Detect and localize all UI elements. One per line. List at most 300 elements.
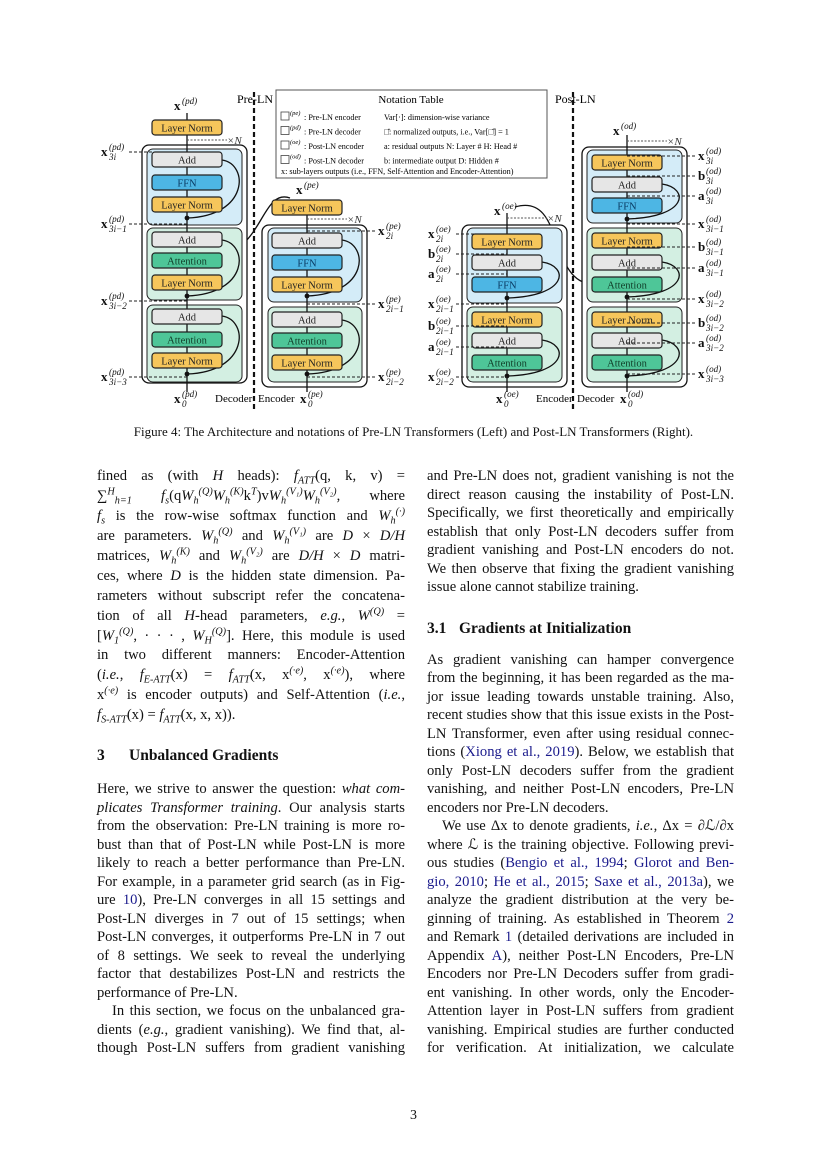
paragraph	[427, 467, 734, 597]
junction-dot	[185, 372, 190, 377]
citation-link[interactable]: Bengio et al., 1994	[505, 855, 624, 871]
text-line	[97, 527, 405, 547]
label-base: x	[698, 148, 705, 163]
label-subscript: 0	[628, 399, 633, 409]
junction-dot	[185, 216, 190, 221]
text-line	[427, 799, 734, 818]
stack-output-label	[613, 121, 636, 138]
text-line	[427, 780, 734, 799]
text-line	[427, 541, 734, 560]
text-segment: (V₁)	[286, 486, 303, 498]
text-segment: in two different manners: Encoder-Attention	[97, 647, 405, 664]
layer-norm-label: Layer Norm	[161, 200, 213, 212]
tensor-label	[698, 186, 721, 206]
text-segment: ATT	[297, 475, 316, 487]
text-line	[427, 854, 734, 873]
text-line	[97, 567, 405, 587]
text-segment: h	[284, 535, 290, 547]
text-line	[427, 947, 734, 966]
junction-dot	[505, 296, 510, 301]
text-line	[427, 910, 734, 929]
label-superscript: (oe)	[436, 337, 451, 347]
text-segment: ). Below, we establish that	[574, 744, 734, 760]
label-subscript: 3i−3	[109, 377, 127, 387]
text-segment: (Q)	[218, 526, 233, 538]
citation-link[interactable]: Xiong et al., 2019	[465, 744, 575, 760]
tensor-label	[428, 316, 454, 336]
text-line	[97, 1039, 405, 1058]
text-segment: ATT	[163, 714, 181, 726]
text-line	[427, 891, 734, 910]
repeat-n-label: ×N	[667, 136, 682, 148]
label-superscript: (pd)	[182, 389, 198, 399]
text-segment: . Our analysis starts	[277, 799, 405, 816]
tensor-label	[378, 294, 404, 314]
label-base: x	[174, 391, 181, 406]
label-superscript: (od)	[628, 389, 644, 399]
text-line	[97, 873, 405, 892]
text-segment: ×	[353, 527, 380, 544]
text-line	[97, 910, 405, 929]
junction-dot	[305, 372, 310, 377]
encoder-label: Encoder	[258, 393, 295, 405]
layer-norm-label: Layer Norm	[481, 315, 533, 327]
label-subscript: 3i−2	[706, 323, 724, 333]
decoder-label: Decoder	[215, 393, 253, 405]
label-superscript: (od)	[706, 146, 722, 156]
label-base: x	[428, 296, 435, 311]
text-line	[97, 487, 405, 507]
text-segment: matrices,	[97, 547, 160, 564]
text-segment: W	[212, 487, 225, 504]
notation-left-entry: : Post-LN decoder	[304, 156, 365, 166]
notation-footer: x: sub-layers outputs (i.e., FFN, Self-Attention and Encoder-Attention)	[281, 167, 514, 176]
text-line	[427, 1039, 734, 1058]
text-segment: s	[101, 515, 106, 527]
text-line	[97, 928, 405, 947]
text-segment: ∑	[97, 487, 108, 504]
stack-input-label	[620, 389, 643, 409]
label-superscript: (oe)	[436, 244, 451, 254]
text-line	[427, 523, 734, 542]
tensor-label	[428, 264, 451, 284]
text-segment: i.e.	[635, 818, 654, 834]
label-superscript: (oe)	[504, 389, 519, 399]
label-base: x	[428, 226, 435, 241]
text-segment: gradient vanishing and Post-LN encoders do not.	[427, 542, 734, 558]
text-segment: issue alone cannot stabilize training.	[427, 579, 639, 595]
junction-dot	[505, 374, 510, 379]
text-segment: W	[192, 627, 205, 644]
attention-label: Attention	[167, 256, 207, 268]
ffn-label: FFN	[297, 258, 317, 270]
label-subscript: 2i−2	[436, 377, 454, 387]
text-segment: dients (	[97, 1021, 144, 1038]
text-segment: is the hidden state dimension. Pa-	[180, 567, 405, 584]
encoder-label: Encoder	[536, 393, 573, 405]
text-line	[97, 780, 405, 799]
text-line	[97, 947, 405, 966]
citation-link[interactable]: 1	[504, 929, 513, 945]
ffn-label: FFN	[177, 178, 197, 190]
text-segment: e.g.	[143, 1021, 165, 1038]
label-base: x	[101, 369, 108, 384]
text-line	[427, 651, 734, 670]
text-segment: (x, x, x)).	[180, 707, 236, 724]
tensor-label	[698, 258, 724, 278]
text-segment: (V₂)	[319, 486, 337, 498]
tensor-label	[428, 367, 454, 387]
layer-norm-label: Layer Norm	[481, 237, 533, 249]
section-heading	[427, 619, 734, 639]
text-segment: vanishing, and neither Post-LN encoders, Pre-LN	[427, 781, 734, 797]
text-segment: encoders nor Pre-LN decoders.	[427, 799, 609, 816]
label-base: x	[296, 182, 303, 197]
text-segment: (K)	[176, 546, 190, 558]
label-superscript: (oe)	[502, 201, 517, 211]
text-line	[97, 854, 405, 873]
notation-superscript: (pd)	[290, 124, 301, 132]
text-segment: W	[181, 487, 194, 504]
text-segment: i.e.	[101, 667, 120, 684]
label-base: a	[698, 335, 705, 350]
text-line	[427, 984, 734, 1003]
text-segment: performance of Pre-LN.	[97, 984, 238, 1001]
text-segment: (x) =	[126, 707, 160, 724]
label-superscript: (pe)	[304, 180, 319, 190]
citation-link[interactable]: Saxe et al., 2013a	[594, 873, 703, 890]
text-segment: x	[97, 687, 105, 704]
text-line	[97, 666, 405, 686]
text-line	[427, 836, 734, 855]
text-segment: Post-LN converges, it outperforms Pre-LN in 7 out	[97, 929, 405, 946]
tensor-label	[428, 224, 451, 244]
paragraph	[427, 651, 734, 818]
label-superscript: (oe)	[436, 367, 451, 377]
label-subscript: 2i	[436, 234, 444, 244]
paragraph	[427, 817, 734, 1058]
text-segment: In this section, we focus on the unbalanced gra-	[112, 1003, 405, 1020]
text-segment: W	[357, 607, 370, 624]
text-line	[97, 607, 405, 627]
stack-output-label	[494, 201, 517, 218]
text-segment: Appendix	[427, 947, 492, 964]
text-line	[427, 725, 734, 744]
text-segment: E-ATT	[143, 674, 171, 686]
text-segment: k	[243, 487, 251, 504]
layer-norm-label: Layer Norm	[601, 315, 653, 327]
label-base: x	[378, 369, 385, 384]
text-segment: H	[107, 486, 115, 498]
text-segment: T	[250, 486, 257, 498]
text-segment: f	[97, 507, 102, 524]
citation-link[interactable]: Glorot and Ben-	[633, 855, 735, 871]
text-segment: , · · · ,	[133, 627, 193, 644]
text-segment: (Q)	[198, 486, 213, 498]
label-superscript: (pe)	[386, 221, 401, 231]
text-line	[97, 467, 405, 487]
tensor-label	[698, 313, 724, 333]
decoder-label: Decoder	[577, 393, 615, 405]
add-label: Add	[297, 315, 317, 327]
notation-right-entry: a: residual outputs N: Layer # H: Head #	[384, 142, 518, 151]
label-base: b	[698, 168, 706, 183]
label-subscript: 0	[504, 399, 509, 409]
text-segment: H	[212, 468, 224, 484]
label-superscript: (od)	[706, 186, 722, 196]
text-segment: , where	[336, 487, 405, 504]
label-base: x	[101, 216, 108, 231]
stack-input-label	[300, 389, 323, 409]
citation-link[interactable]: 2	[726, 910, 734, 927]
text-segment: h	[224, 495, 231, 507]
add-label: Add	[497, 258, 517, 270]
label-superscript: (od)	[706, 166, 722, 176]
text-line	[97, 547, 405, 567]
label-subscript: 0	[308, 399, 313, 409]
junction-dot	[185, 294, 190, 299]
text-line	[427, 743, 734, 762]
text-segment: ), neither Post-LN Encoders, Pre-LN	[502, 947, 734, 964]
label-superscript: (od)	[706, 237, 722, 247]
text-segment: Post-LN diverges in 7 out of 15 settings; when	[97, 910, 405, 927]
text-segment: of 8 settings. We seek to reveal the underlying	[97, 947, 405, 964]
text-segment: )v	[256, 487, 269, 504]
text-segment: ,	[119, 667, 140, 684]
section-number: 3	[97, 747, 105, 765]
text-segment: ,	[401, 687, 405, 704]
label-superscript: (od)	[706, 313, 722, 323]
layer-norm-label: Layer Norm	[281, 203, 333, 215]
text-segment: heads):	[223, 468, 294, 484]
text-segment: plicates Transformer training	[97, 799, 278, 816]
label-superscript: (od)	[706, 289, 722, 299]
label-subscript: 3i−2	[706, 299, 724, 309]
text-segment: Attention layer in Post-LN suffers from gradient	[427, 1003, 734, 1019]
text-segment: (q, k, v) =	[315, 468, 405, 484]
text-segment: ), Pre-LN converges in all 15 settings and	[137, 892, 405, 909]
text-segment: Specifically, we first theoretically and empirically	[427, 505, 734, 521]
text-segment: direct reason causing the instability of Post-LN.	[427, 486, 734, 503]
text-segment: (V₂)	[246, 546, 263, 558]
text-line	[97, 965, 405, 984]
tensor-label	[428, 244, 451, 264]
layer-norm-label: Layer Norm	[601, 236, 653, 248]
text-segment: fined as (with	[97, 468, 213, 484]
text-segment: e.g.	[320, 607, 342, 624]
attention-label: Attention	[607, 280, 647, 292]
junction-dot	[305, 294, 310, 299]
layer-norm-label: Layer Norm	[601, 158, 653, 170]
text-line	[97, 686, 405, 706]
label-superscript: (oe)	[436, 264, 451, 274]
add-label: Add	[497, 336, 517, 348]
tensor-label	[698, 146, 721, 166]
tensor-label	[698, 333, 724, 353]
label-base: x	[101, 144, 108, 159]
label-subscript: 3i	[706, 196, 714, 206]
label-subscript: 3i	[706, 176, 714, 186]
label-subscript: 2i−2	[386, 377, 404, 387]
section-number: 3.1	[427, 619, 447, 637]
text-segment: h	[171, 555, 177, 567]
label-base: a	[698, 260, 705, 275]
repeat-n-label: ×N	[547, 213, 562, 225]
repeat-n-label: ×N	[227, 135, 242, 147]
text-segment: is encoder outputs) and Self-Attention (	[118, 687, 384, 704]
label-base: x	[698, 366, 705, 381]
text-segment: 1	[114, 635, 120, 647]
text-segment: ]. Here, this module is used	[226, 627, 405, 644]
text-segment: ATT	[232, 674, 250, 686]
text-segment: i.e.	[383, 687, 402, 704]
label-superscript: (pd)	[109, 142, 125, 152]
label-base: b	[698, 315, 706, 330]
label-superscript: (pd)	[109, 367, 125, 377]
text-segment: though Post-LN suffers from gradient vanishing	[97, 1040, 405, 1057]
text-segment: and Remark	[427, 929, 505, 945]
text-segment: D	[342, 527, 354, 544]
tensor-label	[698, 289, 724, 309]
label-base: a	[698, 188, 705, 203]
text-segment: ,	[341, 607, 358, 624]
text-segment: W	[378, 507, 391, 524]
label-superscript: (pd)	[109, 214, 125, 224]
stack-input-label	[496, 389, 519, 409]
text-line	[427, 1002, 734, 1021]
add-label: Add	[177, 235, 197, 247]
text-segment: H	[204, 635, 212, 647]
label-base: a	[428, 339, 435, 354]
text-segment: W	[159, 547, 172, 564]
text-segment: ×	[323, 547, 350, 564]
label-base: x	[428, 369, 435, 384]
text-line	[427, 467, 734, 486]
label-superscript: (od)	[706, 333, 722, 343]
text-line	[427, 578, 734, 597]
label-base: b	[698, 239, 706, 254]
label-base: x	[620, 391, 627, 406]
section-heading	[97, 746, 405, 766]
label-subscript: 2i	[436, 274, 444, 284]
label-base: x	[378, 296, 385, 311]
attention-label: Attention	[167, 335, 207, 347]
text-segment: f	[139, 667, 144, 684]
text-segment: (Q)	[211, 625, 227, 637]
text-line	[427, 486, 734, 505]
label-subscript: 3i−3	[706, 374, 724, 384]
text-segment: S-ATT	[101, 714, 127, 726]
citation-link[interactable]: gio, 2010	[427, 873, 484, 890]
label-subscript: 3i−1	[706, 224, 724, 234]
text-segment: D	[349, 547, 361, 564]
text-segment: only Post-LN decoders suffer from the gradient	[427, 762, 734, 779]
repeat-n-label: ×N	[347, 214, 362, 226]
text-segment: are	[306, 527, 343, 544]
citation-link[interactable]: A	[491, 947, 503, 964]
text-segment: h=1	[114, 495, 132, 507]
text-segment: ginning of training. As established in Theorem	[427, 910, 727, 927]
text-segment: h	[390, 515, 396, 527]
paragraph	[97, 1002, 405, 1058]
text-line	[97, 1002, 405, 1021]
layer-norm-label: Layer Norm	[281, 358, 333, 370]
text-segment: (·e)	[330, 665, 345, 677]
tensor-label	[101, 291, 127, 311]
text-segment: f	[161, 487, 166, 504]
citation-link[interactable]: He et al., 2015	[493, 873, 585, 890]
text-line	[97, 646, 405, 666]
add-label: Add	[297, 236, 317, 248]
label-superscript: (od)	[706, 258, 722, 268]
text-segment: and	[189, 547, 229, 564]
text-segment: ), where	[344, 667, 405, 684]
text-segment: h	[241, 555, 247, 567]
text-segment: W	[201, 527, 214, 544]
label-base: x	[300, 391, 307, 406]
paragraph	[97, 780, 405, 1002]
figure-caption: Figure 4: The Architecture and notations of Pre-LN Transformers (Left) and Post-LN Transformers (Right).	[133, 424, 694, 439]
text-segment: W	[272, 527, 285, 544]
text-segment: , gradient vanishing). We find that, al-	[164, 1021, 405, 1038]
paragraph	[97, 467, 405, 726]
add-label: Add	[177, 312, 197, 324]
label-superscript: (oe)	[436, 224, 451, 234]
text-segment: D/H	[379, 527, 405, 544]
citation-link[interactable]: 10	[122, 892, 138, 909]
text-segment: s	[165, 495, 170, 507]
label-subscript: 0	[182, 399, 187, 409]
notation-table-title: Notation Table	[378, 94, 444, 106]
text-segment: ), we	[703, 873, 735, 890]
ffn-label: FFN	[497, 280, 517, 292]
text-segment: tions (	[427, 744, 466, 760]
text-line	[427, 1021, 734, 1040]
text-segment: ces, where	[97, 567, 171, 584]
label-base: x	[378, 223, 385, 238]
label-base: b	[428, 246, 436, 261]
add-label: Add	[617, 258, 637, 270]
text-segment: ;	[623, 855, 634, 871]
text-line	[427, 965, 734, 984]
architecture-figure	[0, 0, 827, 420]
label-base: x	[101, 293, 108, 308]
label-superscript: (pd)	[109, 291, 125, 301]
text-segment: from the observation: Pre-LN training is more ro-	[97, 818, 405, 835]
text-segment: (q	[169, 487, 182, 504]
label-superscript: (od)	[706, 214, 722, 224]
label-subscript: 3i	[706, 156, 714, 166]
label-base: x	[494, 203, 501, 218]
label-subscript: 2i−1	[436, 347, 454, 357]
text-segment: bust than that of Post-LN while Post-LN is more	[97, 836, 405, 853]
text-segment: -head parameters,	[194, 607, 321, 624]
label-superscript: (oe)	[436, 316, 451, 326]
stack-output-label	[296, 180, 319, 197]
section-title: Unbalanced Gradients	[129, 747, 279, 765]
label-superscript: (pe)	[308, 389, 323, 399]
text-segment: W	[302, 487, 315, 504]
text-segment: vanishing. Empirical studies are further conducted	[427, 1021, 734, 1038]
text-line	[427, 706, 734, 725]
text-segment: LN Transformer, even after using residual connec-	[427, 725, 734, 742]
text-segment: (·e)	[289, 665, 304, 677]
text-segment: ;	[584, 873, 595, 890]
label-superscript: (od)	[621, 121, 637, 131]
text-segment: (V₁)	[289, 526, 307, 538]
layer-norm-label: Layer Norm	[281, 280, 333, 292]
label-superscript: (od)	[706, 364, 722, 374]
